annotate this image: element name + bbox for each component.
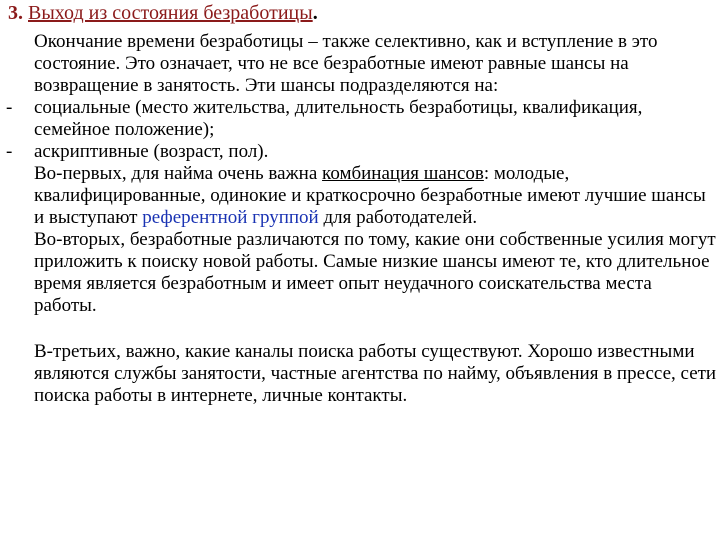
- bullet-ascriptive-text: аскриптивные (возраст, пол).: [34, 141, 269, 162]
- term-combination-of-chances[interactable]: комбинация шансов: [322, 163, 484, 184]
- bullet-social-text: социальные (место жительства, длительность безработицы, квалификация, семейное положение);: [34, 97, 643, 140]
- bullet-social: [6, 97, 718, 141]
- paragraph-firstly: [34, 163, 718, 229]
- bullet-ascriptive: [6, 141, 718, 163]
- firstly-text-a: Во-первых, для найма очень важна: [34, 163, 323, 184]
- paragraph-secondly: Во-вторых, безработные различаются по тому, какие они собственные усилия могут приложить к поиску новой работы. Самые низкие шансы имеют те, кто длительное время является безработным и имеет опыт неудачного соискательства места работы.: [34, 229, 716, 316]
- bullet-dash: -: [6, 97, 13, 118]
- title-dot: .: [312, 2, 318, 24]
- firstly-text-b: : молодые, квалифицированные, одинокие и краткосрочно безработные имеют лучшие шансы и выступают: [34, 163, 706, 228]
- paragraph-thirdly: В-третьих, важно, какие каналы поиска работы существуют. Хорошо известными являются службы занятости, частные агентства по найму, объявления в прессе, сети поиска работы в интернете, личные контакты.: [34, 341, 717, 406]
- title-number: 3.: [8, 2, 23, 24]
- term-reference-group[interactable]: референтной группой: [142, 207, 319, 228]
- paragraph-intro: Окончание времени безработицы – также селективно, как и вступление в это состояние. Это означает, что не все безработные имеют равные шансы на возвращение в занятость. Эти шансы подразделяются на:: [34, 31, 658, 96]
- bullet-dash: -: [6, 141, 13, 162]
- spacer: [34, 317, 718, 341]
- title-text: Выход из состояния безработицы: [28, 2, 313, 24]
- slide-body: [6, 31, 718, 407]
- slide-title: [8, 2, 318, 24]
- firstly-text-c: для работодателей.: [318, 207, 478, 228]
